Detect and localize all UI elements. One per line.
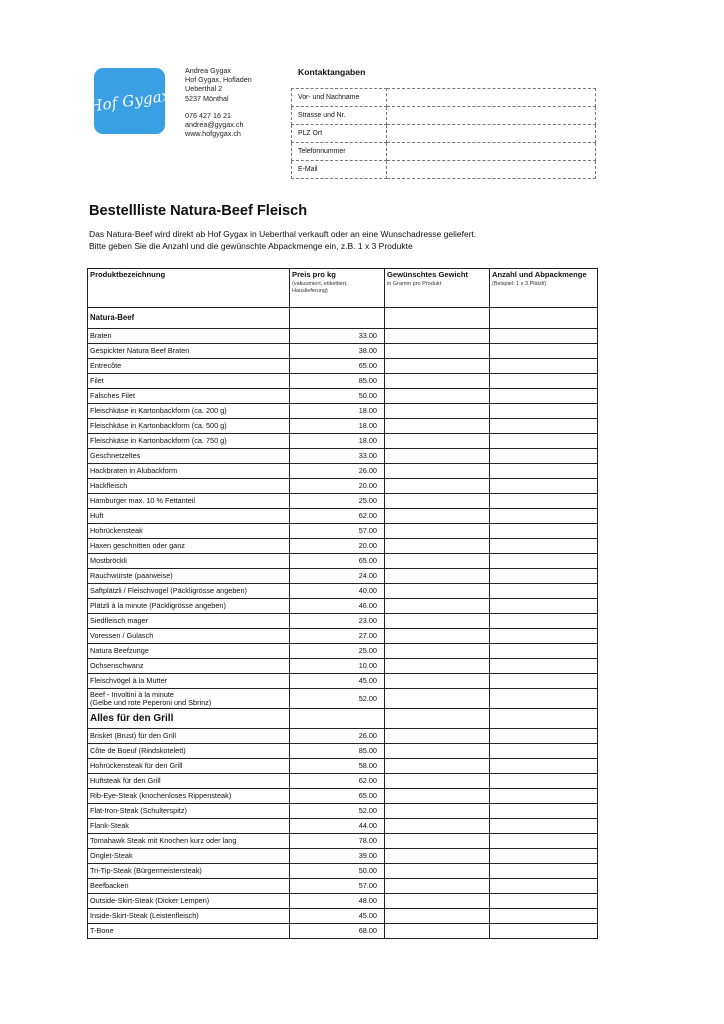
weight-input-cell[interactable] (385, 584, 490, 599)
weight-input-cell[interactable] (385, 419, 490, 434)
contact-form (291, 88, 596, 179)
weight-input-cell[interactable] (385, 464, 490, 479)
intro-text (89, 228, 476, 252)
table-row (88, 864, 598, 879)
product-name: Hamburger max. 10 % Fettanteil (88, 494, 290, 509)
quantity-input-cell[interactable] (490, 849, 598, 864)
weight-input-cell[interactable] (385, 509, 490, 524)
quantity-input-cell[interactable] (490, 494, 598, 509)
product-name: Hackbraten in Alubackform (88, 464, 290, 479)
product-price: 50.00 (290, 864, 385, 879)
product-name: Tomahawk Steak mit Knochen kurz oder lang (88, 834, 290, 849)
weight-input-cell[interactable] (385, 479, 490, 494)
product-name: Inside-Skirt-Steak (Leistenfleisch) (88, 909, 290, 924)
logo-text: Hof Gygax (87, 86, 172, 116)
weight-input-cell[interactable] (385, 434, 490, 449)
weight-input-cell[interactable] (385, 834, 490, 849)
header-product: Produktbezeichnung (88, 269, 290, 308)
table-row (88, 434, 598, 449)
weight-input-cell[interactable] (385, 659, 490, 674)
table-row (88, 494, 598, 509)
table-row (88, 744, 598, 759)
quantity-input-cell[interactable] (490, 434, 598, 449)
product-name: Natura Beefzunge (88, 644, 290, 659)
quantity-input-cell[interactable] (490, 924, 598, 939)
product-price: 46.00 (290, 599, 385, 614)
weight-input-cell[interactable] (385, 864, 490, 879)
address-street: Ueberthal 2 (185, 84, 223, 94)
weight-input-cell[interactable] (385, 359, 490, 374)
weight-input-cell[interactable] (385, 389, 490, 404)
weight-input-cell[interactable] (385, 894, 490, 909)
weight-input-cell[interactable] (385, 569, 490, 584)
weight-input-cell[interactable] (385, 804, 490, 819)
weight-input-cell[interactable] (385, 599, 490, 614)
table-row (88, 804, 598, 819)
quantity-input-cell[interactable] (490, 329, 598, 344)
product-price: 65.00 (290, 554, 385, 569)
table-row (88, 389, 598, 404)
product-price: 50.00 (290, 389, 385, 404)
address-block (185, 66, 252, 138)
quantity-input-cell[interactable] (490, 404, 598, 419)
table-header-row (88, 269, 598, 308)
quantity-input-cell[interactable] (490, 789, 598, 804)
table-row (88, 909, 598, 924)
table-row (88, 554, 598, 569)
contact-input-street[interactable] (387, 107, 596, 125)
order-table (87, 268, 598, 939)
product-name: Voressen / Gulasch (88, 629, 290, 644)
quantity-input-cell[interactable] (490, 584, 598, 599)
quantity-input-cell[interactable] (490, 879, 598, 894)
product-name: Rib-Eye-Steak (knochenloses Rippensteak) (88, 789, 290, 804)
address-name: Andrea Gygax (185, 66, 231, 75)
quantity-input-cell[interactable] (490, 894, 598, 909)
product-price: 62.00 (290, 509, 385, 524)
product-price: 58.00 (290, 759, 385, 774)
weight-input-cell[interactable] (385, 404, 490, 419)
product-price: 18.00 (290, 419, 385, 434)
weight-input-cell[interactable] (385, 819, 490, 834)
header-weight: Gewünschtes Gewicht in Gramm pro Produkt (385, 269, 490, 308)
weight-input-cell[interactable] (385, 789, 490, 804)
product-name: Hohrückensteak (88, 524, 290, 539)
weight-input-cell[interactable] (385, 449, 490, 464)
product-name: Hohrückensteak für den Grill (88, 759, 290, 774)
quantity-input-cell[interactable] (490, 374, 598, 389)
product-name: Beefbacken (88, 879, 290, 894)
product-price: 10.00 (290, 659, 385, 674)
product-price: 57.00 (290, 524, 385, 539)
address-phone: 076 427 16 21 (185, 110, 231, 120)
quantity-input-cell[interactable] (490, 909, 598, 924)
product-price: 45.00 (290, 674, 385, 689)
table-row (88, 729, 598, 744)
table-row (88, 789, 598, 804)
product-name: Outside-Skirt-Steak (Dicker Lempen) (88, 894, 290, 909)
product-name: Huft (88, 509, 290, 524)
hof-gygax-logo (87, 68, 172, 134)
product-name: Fleischkäse in Kartonbackform (ca. 500 g) (88, 419, 290, 434)
product-name: Fleischkäse in Kartonbackform (ca. 750 g) (88, 434, 290, 449)
product-name: Mostbröckli (88, 554, 290, 569)
product-name: Gespickter Natura Beef Braten (88, 344, 290, 359)
product-name: Filet (88, 374, 290, 389)
table-row (88, 359, 598, 374)
section-label: Natura-Beef (88, 308, 290, 329)
quantity-input-cell[interactable] (490, 659, 598, 674)
table-row (88, 344, 598, 359)
table-row (88, 509, 598, 524)
page-title: Bestellliste Natura-Beef Fleisch (89, 203, 308, 219)
quantity-input-cell[interactable] (490, 539, 598, 554)
product-price: 57.00 (290, 879, 385, 894)
product-name: Tri-Tip-Steak (Bürgermeistersteak) (88, 864, 290, 879)
product-price: 62.00 (290, 774, 385, 789)
table-row (88, 524, 598, 539)
quantity-input-cell[interactable] (490, 554, 598, 569)
product-price: 78.00 (290, 834, 385, 849)
product-price: 85.00 (290, 374, 385, 389)
quantity-input-cell[interactable] (490, 479, 598, 494)
product-price: 20.00 (290, 479, 385, 494)
header-price: Preis pro kg (vakuumiert, etikettiert, Hauslieferung) (290, 269, 385, 308)
quantity-input-cell[interactable] (490, 689, 598, 709)
product-name: Onglet-Steak (88, 849, 290, 864)
product-price: 20.00 (290, 539, 385, 554)
product-price: 68.00 (290, 924, 385, 939)
product-name: Côte de Boeuf (Rindskotelett) (88, 744, 290, 759)
table-row (88, 834, 598, 849)
address-web[interactable]: www.hofgygax.ch (185, 129, 241, 139)
address-farm: Hof Gygax, Hofladen (185, 75, 252, 85)
product-price: 27.00 (290, 629, 385, 644)
quantity-input-cell[interactable] (490, 569, 598, 584)
product-name: Ochsenschwanz (88, 659, 290, 674)
table-row (88, 674, 598, 689)
table-row (88, 329, 598, 344)
address-email[interactable]: andrea@gygax.ch (185, 120, 244, 130)
quantity-input-cell[interactable] (490, 744, 598, 759)
table-row (88, 894, 598, 909)
product-name: Beef - Involtini à la minute (Gelbe und rote Peperoni und Sbrinz) (88, 689, 290, 709)
product-price: 39.00 (290, 849, 385, 864)
table-row (88, 849, 598, 864)
product-name: Fleischkäse in Kartonbackform (ca. 200 g) (88, 404, 290, 419)
product-price: 25.00 (290, 644, 385, 659)
contact-label-phone: Telefonnummer (292, 143, 387, 161)
product-price: 40.00 (290, 584, 385, 599)
table-row (88, 449, 598, 464)
product-price: 38.00 (290, 344, 385, 359)
weight-input-cell[interactable] (385, 729, 490, 744)
weight-input-cell[interactable] (385, 744, 490, 759)
product-name: Haxen geschnitten oder ganz (88, 539, 290, 554)
quantity-input-cell[interactable] (490, 509, 598, 524)
table-row (88, 584, 598, 599)
table-row (88, 374, 598, 389)
section-label: Alles für den Grill (88, 709, 290, 729)
quantity-input-cell[interactable] (490, 629, 598, 644)
product-name: Plätzli à la minute (Päckligrösse angeben) (88, 599, 290, 614)
weight-input-cell[interactable] (385, 689, 490, 709)
quantity-input-cell[interactable] (490, 674, 598, 689)
contact-input-name[interactable] (387, 89, 596, 107)
weight-input-cell[interactable] (385, 344, 490, 359)
intro-line-2: Bitte geben Sie die Anzahl und die gewünschte Abpackmenge ein, z.B. 1 x 3 Produkte (89, 241, 413, 251)
product-name: Braten (88, 329, 290, 344)
product-price: 33.00 (290, 449, 385, 464)
table-row (88, 689, 598, 709)
product-name: Rauchwürste (paarweise) (88, 569, 290, 584)
quantity-input-cell[interactable] (490, 449, 598, 464)
product-name: Falsches Filet (88, 389, 290, 404)
table-row (88, 819, 598, 834)
quantity-input-cell[interactable] (490, 834, 598, 849)
product-price: 25.00 (290, 494, 385, 509)
product-name: Geschnetzeltes (88, 449, 290, 464)
weight-input-cell[interactable] (385, 849, 490, 864)
quantity-input-cell[interactable] (490, 819, 598, 834)
table-row (88, 659, 598, 674)
weight-input-cell[interactable] (385, 539, 490, 554)
weight-input-cell[interactable] (385, 879, 490, 894)
product-price: 85.00 (290, 744, 385, 759)
weight-input-cell[interactable] (385, 554, 490, 569)
table-row (88, 614, 598, 629)
table-row (88, 539, 598, 554)
contact-title: Kontaktangaben (298, 67, 366, 77)
table-row (88, 569, 598, 584)
product-price: 52.00 (290, 804, 385, 819)
weight-input-cell[interactable] (385, 329, 490, 344)
weight-input-cell[interactable] (385, 644, 490, 659)
intro-line-1: Das Natura-Beef wird direkt ab Hof Gygax in Ueberthal verkauft oder an eine Wunschadresse geliefert. (89, 229, 477, 239)
quantity-input-cell[interactable] (490, 614, 598, 629)
product-price: 26.00 (290, 729, 385, 744)
quantity-input-cell[interactable] (490, 774, 598, 789)
weight-input-cell[interactable] (385, 374, 490, 389)
product-price: 33.00 (290, 329, 385, 344)
quantity-input-cell[interactable] (490, 644, 598, 659)
product-price: 44.00 (290, 819, 385, 834)
quantity-input-cell[interactable] (490, 864, 598, 879)
weight-input-cell[interactable] (385, 674, 490, 689)
quantity-input-cell[interactable] (490, 599, 598, 614)
quantity-input-cell[interactable] (490, 419, 598, 434)
quantity-input-cell[interactable] (490, 359, 598, 374)
table-row (88, 774, 598, 789)
product-price: 24.00 (290, 569, 385, 584)
contact-input-email[interactable] (387, 161, 596, 179)
section-row-grill (88, 709, 598, 729)
product-price: 26.00 (290, 464, 385, 479)
table-row (88, 419, 598, 434)
product-price: 65.00 (290, 359, 385, 374)
product-name: Huftsteak für den Grill (88, 774, 290, 789)
product-price: 45.00 (290, 909, 385, 924)
quantity-input-cell[interactable] (490, 524, 598, 539)
contact-label-city: PLZ Ort (292, 125, 387, 143)
table-row (88, 479, 598, 494)
product-name: Hackfleisch (88, 479, 290, 494)
quantity-input-cell[interactable] (490, 464, 598, 479)
product-name: Siedfleisch mager (88, 614, 290, 629)
product-name: Brisket (Brust) für den Grill (88, 729, 290, 744)
product-price: 18.00 (290, 434, 385, 449)
table-row (88, 464, 598, 479)
weight-input-cell[interactable] (385, 524, 490, 539)
contact-label-email: E-Mail (292, 161, 387, 179)
weight-input-cell[interactable] (385, 909, 490, 924)
section-row-natura-beef (88, 308, 598, 329)
contact-input-phone[interactable] (387, 143, 596, 161)
quantity-input-cell[interactable] (490, 389, 598, 404)
header-quantity: Anzahl und Abpackmenge (Beispiel: 1 x 3 Plätzli) (490, 269, 598, 308)
table-row (88, 924, 598, 939)
weight-input-cell[interactable] (385, 774, 490, 789)
table-row (88, 404, 598, 419)
weight-input-cell[interactable] (385, 494, 490, 509)
product-price: 52.00 (290, 689, 385, 709)
quantity-input-cell[interactable] (490, 344, 598, 359)
contact-input-city[interactable] (387, 125, 596, 143)
table-row (88, 629, 598, 644)
product-price: 48.00 (290, 894, 385, 909)
contact-label-name: Vor- und Nachname (292, 89, 387, 107)
weight-input-cell[interactable] (385, 759, 490, 774)
product-price: 18.00 (290, 404, 385, 419)
product-name: Entrecôte (88, 359, 290, 374)
quantity-input-cell[interactable] (490, 804, 598, 819)
weight-input-cell[interactable] (385, 629, 490, 644)
weight-input-cell[interactable] (385, 924, 490, 939)
product-name: Flat-Iron-Steak (Schulterspitz) (88, 804, 290, 819)
table-row (88, 879, 598, 894)
product-name: Flank-Steak (88, 819, 290, 834)
product-price: 65.00 (290, 789, 385, 804)
product-name: T-Bone (88, 924, 290, 939)
table-row (88, 644, 598, 659)
product-name: Fleischvögel à la Mutter (88, 674, 290, 689)
table-row (88, 759, 598, 774)
quantity-input-cell[interactable] (490, 729, 598, 744)
weight-input-cell[interactable] (385, 614, 490, 629)
product-price: 23.00 (290, 614, 385, 629)
table-row (88, 599, 598, 614)
address-city: 5237 Mönthal (185, 93, 229, 103)
contact-label-street: Strasse und Nr. (292, 107, 387, 125)
product-name: Saftplätzli / Fleischvogel (Päckligrösse angeben) (88, 584, 290, 599)
quantity-input-cell[interactable] (490, 759, 598, 774)
